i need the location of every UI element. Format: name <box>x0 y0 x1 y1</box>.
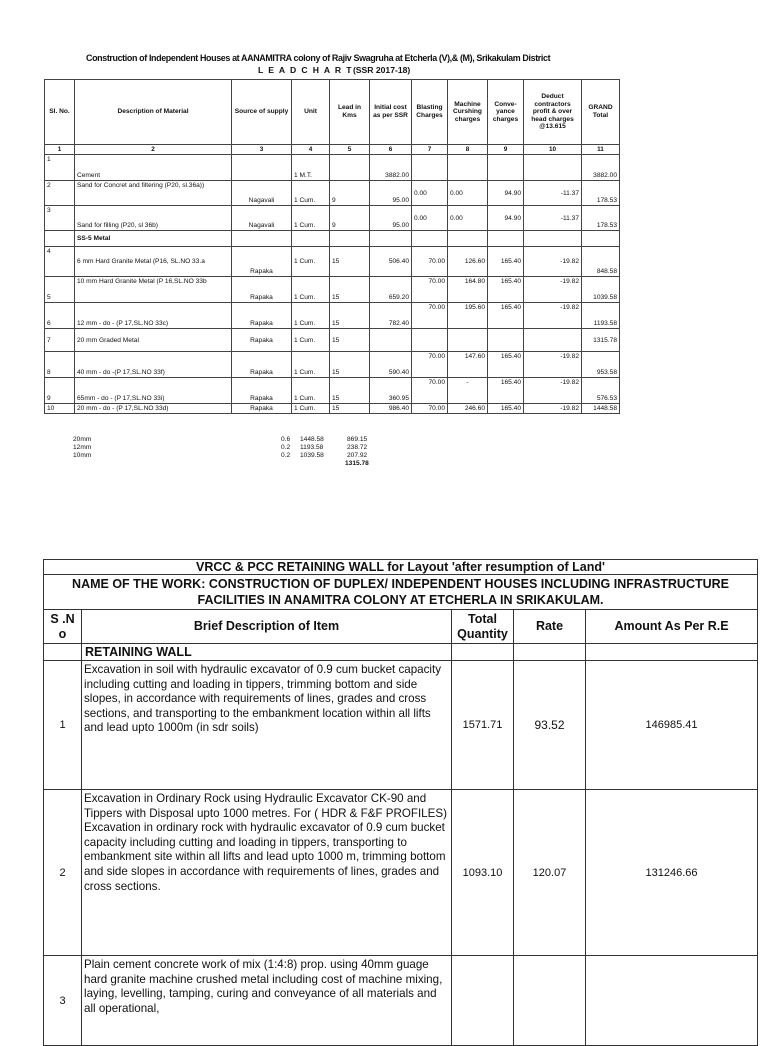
table-row <box>44 661 758 790</box>
calc-total: 1315.78 <box>345 460 369 467</box>
rw-section-row <box>44 644 758 661</box>
sl-cell: 8 <box>45 352 75 378</box>
source-cell: Rapaka <box>232 303 292 329</box>
conveyance-cell: 165.40 <box>488 303 524 329</box>
table-row <box>45 303 620 329</box>
initial-cost-cell: 659.20 <box>370 277 412 303</box>
total-cell: 1193.58 <box>582 303 620 329</box>
rw-work-name-row <box>44 575 758 610</box>
header-cell: Unit <box>292 80 330 145</box>
unit-cell: 1 M.T. <box>292 155 330 181</box>
blasting-cell: 70.00 <box>412 404 448 414</box>
lead-cell: 15 <box>330 247 370 277</box>
table-row <box>45 277 620 303</box>
crushing-cell: 164.80 <box>448 277 488 303</box>
total-cell: 3882.00 <box>582 155 620 181</box>
deduct-cell: -19.82 <box>524 277 582 303</box>
crushing-cell: 0.00 <box>448 206 488 231</box>
calc-size: 10mm <box>73 452 92 459</box>
total-cell: 953.58 <box>582 352 620 378</box>
unit-cell: 1 Cum. <box>292 206 330 231</box>
table-row <box>45 181 620 206</box>
lead-header-row <box>45 80 620 145</box>
item-description: Excavation in soil with hydraulic excavator of 0.9 cum bucket capacity including cutting and loading in tippers, trimming bottom and side slopes, in accordance with requirements of lines, grades and cross sections, and transporting to the embankment location within all lifts and lead upto 1000m (in sdr soils) <box>82 661 452 790</box>
sl-cell: 2 <box>45 181 75 206</box>
calc-amount: 238.72 <box>347 444 368 451</box>
sl-cell: 3 <box>45 206 75 231</box>
sl-cell: 7 <box>45 329 75 352</box>
blasting-cell: 70.00 <box>412 247 448 277</box>
section-row <box>45 231 620 247</box>
lead-cell: 15 <box>330 329 370 352</box>
initial-cost-cell: 782.40 <box>370 303 412 329</box>
source-cell <box>232 155 292 181</box>
crushing-cell: 195.60 <box>448 303 488 329</box>
header-sno: S .N o <box>44 610 82 644</box>
lead-cell: 15 <box>330 378 370 404</box>
sl-cell: 6 <box>45 303 75 329</box>
item-rate: 120.07 <box>514 790 586 956</box>
unit-cell: 1 Cum. <box>292 352 330 378</box>
rw-header-row <box>44 610 758 644</box>
total-cell: 1039.58 <box>582 277 620 303</box>
column-number: 4 <box>292 145 330 155</box>
blasting-cell: 0.00 <box>412 181 448 206</box>
unit-cell: 1 Cum. <box>292 378 330 404</box>
lead-cell: 15 <box>330 352 370 378</box>
conveyance-cell: 165.40 <box>488 352 524 378</box>
source-cell: Rapaka <box>232 352 292 378</box>
item-rate: 93.52 <box>514 661 586 790</box>
crushing-cell <box>448 155 488 181</box>
column-number: 7 <box>412 145 448 155</box>
total-cell: 178.53 <box>582 206 620 231</box>
calc-size: 12mm <box>73 444 92 451</box>
initial-cost-cell: 3882.00 <box>370 155 412 181</box>
source-cell: Rapaka <box>232 277 292 303</box>
sl-cell: 1 <box>45 155 75 181</box>
table-row <box>45 155 620 181</box>
calc-amount: 207.92 <box>347 452 368 459</box>
calc-rate: 1193.58 <box>300 444 324 451</box>
initial-cost-cell: 95.00 <box>370 206 412 231</box>
calc-factor: 0.2 <box>281 444 291 451</box>
column-number: 6 <box>370 145 412 155</box>
column-number: 9 <box>488 145 524 155</box>
description-cell: 40 mm - do -(P 17,SL.NO 33f) <box>75 352 232 378</box>
initial-cost-cell: 986.40 <box>370 404 412 414</box>
item-sno: 3 <box>44 956 82 1046</box>
item-amount <box>586 956 758 1046</box>
total-cell: 1448.58 <box>582 404 620 414</box>
header-description: Brief Description of Item <box>82 610 452 644</box>
total-cell: 1315.78 <box>582 329 620 352</box>
deduct-cell: -11.37 <box>524 181 582 206</box>
section-label: RETAINING WALL <box>82 644 452 661</box>
deduct-cell: -11.37 <box>524 206 582 231</box>
item-sno: 2 <box>44 790 82 956</box>
crushing-cell: - <box>448 378 488 404</box>
conveyance-cell: 165.40 <box>488 277 524 303</box>
deduct-cell: -19.82 <box>524 303 582 329</box>
header-cell: Lead in Kms <box>330 80 370 145</box>
unit-cell: 1 Cum. <box>292 303 330 329</box>
total-cell: 848.58 <box>582 247 620 277</box>
header-cell: Deduct contractors profit & over head charges @13.615 <box>524 80 582 145</box>
source-cell: Rapaka <box>232 378 292 404</box>
unit-cell: 1 Cum. <box>292 329 330 352</box>
unit-cell: 1 Cum. <box>292 181 330 206</box>
blasting-cell: 70.00 <box>412 378 448 404</box>
lead-cell: 15 <box>330 303 370 329</box>
work-name: NAME OF THE WORK: CONSTRUCTION OF DUPLEX/ INDEPENDENT HOUSES INCLUDING INFRASTRUCTURE FACILITIES IN ANAMITRA COLONY AT ETCHERLA IN SRIKAKULAM. <box>44 575 758 610</box>
blasting-cell: 70.00 <box>412 277 448 303</box>
item-amount: 131246.66 <box>586 790 758 956</box>
lead-chart-table <box>44 79 620 414</box>
conveyance-cell: 94.90 <box>488 206 524 231</box>
column-number: 3 <box>232 145 292 155</box>
section-label: SS-5 Metal <box>75 231 232 247</box>
item-rate <box>514 956 586 1046</box>
total-cell: 576.53 <box>582 378 620 404</box>
description-cell: 10 mm Hard Granite Metal (P 16,SL.NO 33b <box>75 277 232 303</box>
header-cell: Machine Curshing charges <box>448 80 488 145</box>
calc-factor: 0.6 <box>281 436 291 443</box>
source-cell: Rapaka <box>232 329 292 352</box>
sl-cell: 10 <box>45 404 75 414</box>
retaining-wall-title: VRCC & PCC RETAINING WALL for Layout 'after resumption of Land' <box>44 560 758 575</box>
calc-size: 20mm <box>73 436 92 443</box>
table-row <box>45 329 620 352</box>
item-description: Plain cement concrete work of mix (1:4:8) prop. using 40mm guage hard granite machine crushed metal including cost of machine mixing, laying, levelling, tamping, curing and conveyance of all materials and all operational, <box>82 956 452 1046</box>
deduct-cell: -19.82 <box>524 378 582 404</box>
crushing-cell: 126.60 <box>448 247 488 277</box>
description-cell: Cement <box>75 155 232 181</box>
blasting-cell: 0.00 <box>412 206 448 231</box>
sl-cell: 4 <box>45 247 75 277</box>
description-cell: Sand for Concret and filtering (P20, sl.36a)) <box>75 181 232 206</box>
header-amount: Amount As Per R.E <box>586 610 758 644</box>
sl-cell: 5 <box>45 277 75 303</box>
column-number: 2 <box>75 145 232 155</box>
table-row <box>44 956 758 1046</box>
description-cell: 65mm - do - (P 17,SL.NO 33i) <box>75 378 232 404</box>
calc-rate: 1039.58 <box>300 452 324 459</box>
crushing-cell: 147.60 <box>448 352 488 378</box>
item-quantity: 1571.71 <box>452 661 514 790</box>
table-row <box>45 404 620 414</box>
description-cell: 20 mm - do - (P 17,SL.NO 33d) <box>75 404 232 414</box>
unit-cell: 1 Cum. <box>292 404 330 414</box>
rw-title-row <box>44 560 758 575</box>
item-description: Excavation in Ordinary Rock using Hydraulic Excavator CK-90 and Tippers with Disposal upto 1000 metres. For ( HDR & F&F PROFILES) Excavation in ordinary rock with hydraulic excavator of 0.9 cum bucket capacity including cutting and loading in tippers, transporting to embankment site within all lifts and lead upto 1000 m, trimming bottom and side slopes in accordance with requirements of lines, grades and cross sections. <box>82 790 452 956</box>
header-cell: GRAND Total <box>582 80 620 145</box>
blasting-cell: 70.00 <box>412 352 448 378</box>
item-sno: 1 <box>44 661 82 790</box>
blasting-cell: 70.00 <box>412 303 448 329</box>
initial-cost-cell: 506.40 <box>370 247 412 277</box>
description-cell: Sand for filling (P20, sl 36b) <box>75 206 232 231</box>
item-quantity <box>452 956 514 1046</box>
calc-factor: 0.2 <box>281 452 291 459</box>
lead-cell: 15 <box>330 277 370 303</box>
lead-chart-subtitle: L E A D C H A R T(SSR 2017-18) <box>258 65 411 75</box>
column-number: 1 <box>45 145 75 155</box>
conveyance-cell: 165.40 <box>488 247 524 277</box>
blasting-cell <box>412 155 448 181</box>
conveyance-cell: 165.40 <box>488 378 524 404</box>
sl-cell: 9 <box>45 378 75 404</box>
initial-cost-cell: 590.40 <box>370 352 412 378</box>
conveyance-cell: 94.90 <box>488 181 524 206</box>
item-quantity: 1093.10 <box>452 790 514 956</box>
unit-cell: 1 Cum. <box>292 277 330 303</box>
source-cell: Nagavali <box>232 206 292 231</box>
header-cell: Blasting Charges <box>412 80 448 145</box>
table-row <box>45 206 620 231</box>
source-cell: Nagavali <box>232 181 292 206</box>
total-cell: 178.53 <box>582 181 620 206</box>
lead-cell <box>330 155 370 181</box>
deduct-cell: -19.82 <box>524 352 582 378</box>
description-cell: 12 mm - do - (P 17,SL.NO 33c) <box>75 303 232 329</box>
column-number: 10 <box>524 145 582 155</box>
header-cell: Sl. No. <box>45 80 75 145</box>
retaining-wall-table <box>43 559 758 1046</box>
table-row <box>45 247 620 277</box>
header-cell: Initial cost as per SSR <box>370 80 412 145</box>
conveyance-cell <box>488 155 524 181</box>
header-quantity: Total Quantity <box>452 610 514 644</box>
deduct-cell <box>524 155 582 181</box>
calc-rate: 1448.58 <box>300 436 324 443</box>
column-number: 11 <box>582 145 620 155</box>
lead-chart-title: Construction of Independent Houses at AANAMITRA colony of Rajiv Swagruha at Etcherla (V),& (M), Srikakulam District <box>86 53 551 64</box>
lead-cell: 9 <box>330 181 370 206</box>
header-cell: Source of supply <box>232 80 292 145</box>
header-cell: Description of Material <box>75 80 232 145</box>
conveyance-cell: 165.40 <box>488 404 524 414</box>
deduct-cell: -19.82 <box>524 247 582 277</box>
deduct-cell: -19.82 <box>524 404 582 414</box>
source-cell: Rapaka <box>232 247 292 277</box>
lead-cell: 15 <box>330 404 370 414</box>
crushing-cell: 0.00 <box>448 181 488 206</box>
unit-cell: 1 Cum. <box>292 247 330 277</box>
header-rate: Rate <box>514 610 586 644</box>
column-number-row <box>45 145 620 155</box>
description-cell: 20 mm Graded Metal <box>75 329 232 352</box>
initial-cost-cell: 95.00 <box>370 181 412 206</box>
description-cell: 6 mm Hard Granite Metal (P16, SL.NO 33.a <box>75 247 232 277</box>
lead-cell: 9 <box>330 206 370 231</box>
source-cell: Rapaka <box>232 404 292 414</box>
table-row <box>45 378 620 404</box>
column-number: 5 <box>330 145 370 155</box>
item-amount: 146985.41 <box>586 661 758 790</box>
initial-cost-cell: 360.95 <box>370 378 412 404</box>
crushing-cell: 246.60 <box>448 404 488 414</box>
table-row <box>44 790 758 956</box>
header-cell: Conve-yance charges <box>488 80 524 145</box>
table-row <box>45 352 620 378</box>
calc-amount: 869.15 <box>347 436 368 443</box>
column-number: 8 <box>448 145 488 155</box>
